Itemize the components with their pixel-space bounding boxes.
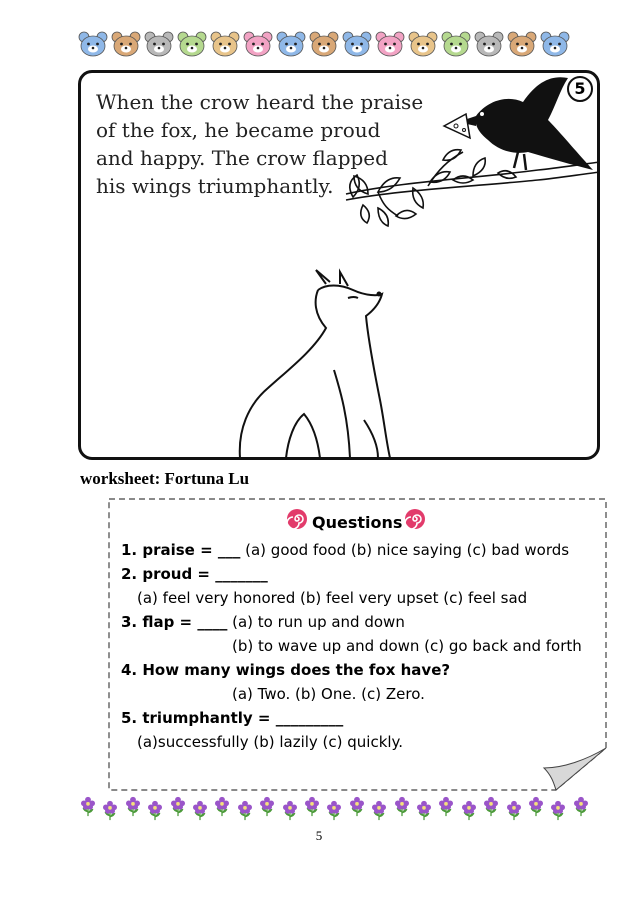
flower-icon xyxy=(168,796,188,818)
flower-icon xyxy=(459,800,479,822)
bear-icon xyxy=(375,30,405,58)
flower-icon xyxy=(235,800,255,822)
story-line: his wings triumphantly. xyxy=(96,174,334,198)
bear-icon xyxy=(540,30,570,58)
flower-icon xyxy=(347,796,367,818)
bear-icon xyxy=(177,30,207,58)
flower-icon xyxy=(257,796,277,818)
flower-border xyxy=(78,796,600,820)
bear-icon xyxy=(276,30,306,58)
story-line: of the fox, he became proud xyxy=(96,118,381,142)
bear-icon xyxy=(474,30,504,58)
flower-icon xyxy=(481,796,501,818)
fox-icon xyxy=(240,270,390,458)
bear-icon xyxy=(78,30,108,58)
question-4-label: 4. How many wings does the fox have? xyxy=(121,661,451,679)
bear-icon xyxy=(441,30,471,58)
bear-icon xyxy=(144,30,174,58)
flower-icon xyxy=(145,800,165,822)
worksheet-credit: worksheet: Fortuna Lu xyxy=(80,469,250,488)
story-line: and happy. The crow flapped xyxy=(96,146,388,170)
flower-icon xyxy=(100,800,120,822)
question-4 xyxy=(121,661,450,679)
page-number: 5 xyxy=(315,828,323,843)
question-3 xyxy=(121,613,405,631)
question-5-options: (a)successfully (b) lazily (c) quickly. xyxy=(137,733,404,751)
panel-number: 5 xyxy=(567,76,593,102)
flower-icon xyxy=(548,800,568,822)
question-3-label: 3. flap = ____ xyxy=(121,613,228,631)
flower-icon xyxy=(392,796,412,818)
question-2-options: (a) feel very honored (b) feel very upset (c) feel sad xyxy=(137,589,528,607)
question-2-label: 2. proud = _______ xyxy=(121,565,268,583)
swirl-icon xyxy=(404,508,426,530)
flower-icon xyxy=(526,796,546,818)
bear-icon xyxy=(507,30,537,58)
question-4-options: (a) Two. (b) One. (c) Zero. xyxy=(232,685,425,703)
flower-icon xyxy=(190,800,210,822)
bear-icon xyxy=(210,30,240,58)
story-line: When the crow heard the praise xyxy=(96,90,424,114)
flower-icon xyxy=(571,796,591,818)
flower-icon xyxy=(436,796,456,818)
question-5-label: 5. triumphantly = _________ xyxy=(121,709,344,727)
flower-icon xyxy=(212,796,232,818)
question-2 xyxy=(121,565,268,583)
flower-icon xyxy=(123,796,143,818)
page-curl-icon xyxy=(544,748,606,790)
bear-icon xyxy=(309,30,339,58)
question-1 xyxy=(121,541,569,559)
question-5 xyxy=(121,709,343,727)
question-1-label: 1. praise = ___ xyxy=(121,541,241,559)
bear-icon xyxy=(111,30,141,58)
question-3-options-a: (a) to run up and down xyxy=(227,613,405,631)
flower-icon xyxy=(78,796,98,818)
bear-icon xyxy=(342,30,372,58)
flower-icon xyxy=(369,800,389,822)
bear-icon xyxy=(408,30,438,58)
flower-icon xyxy=(324,800,344,822)
questions-title-text: Questions xyxy=(312,513,403,532)
swirl-icon xyxy=(286,508,308,530)
question-3-options-b: (b) to wave up and down (c) go back and forth xyxy=(232,637,582,655)
questions-title xyxy=(280,508,440,534)
flower-icon xyxy=(504,800,524,822)
flower-icon xyxy=(280,800,300,822)
question-1-options: (a) good food (b) nice saying (c) bad words xyxy=(240,541,570,559)
flower-icon xyxy=(414,800,434,822)
story-text xyxy=(96,88,436,200)
flower-icon xyxy=(302,796,322,818)
bear-icon xyxy=(243,30,273,58)
bear-border xyxy=(78,30,578,58)
